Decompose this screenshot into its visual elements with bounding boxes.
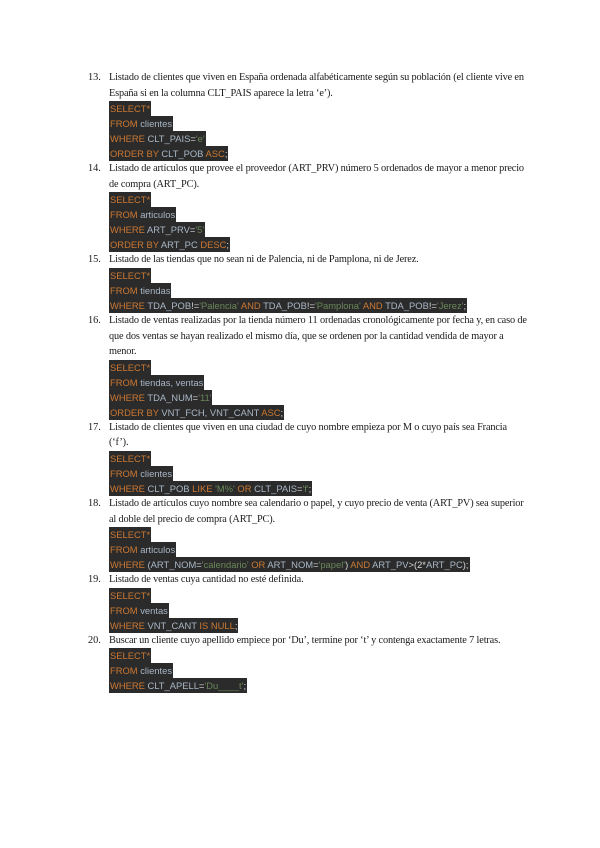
sql-operator: ); <box>462 559 469 571</box>
sql-keyword: FROM <box>110 544 141 556</box>
sql-keyword: WHERE <box>110 299 148 311</box>
sql-identifier: CLT_APELL <box>147 680 199 692</box>
sql-keyword: AND <box>238 299 264 311</box>
sql-identifier: ventas <box>140 604 168 616</box>
exercise-item <box>88 70 528 161</box>
sql-keyword: ORDER BY <box>110 239 161 251</box>
sql-keyword: AND <box>348 559 373 571</box>
sql-keyword: WHERE <box>110 559 148 571</box>
sql-operator: ; <box>308 482 312 494</box>
sql-code-line <box>109 375 204 390</box>
sql-code-line <box>109 678 247 693</box>
sql-code-line <box>109 466 173 481</box>
sql-keyword: SELECT* <box>110 103 151 115</box>
sql-string: 'M%' <box>215 482 235 494</box>
sql-identifier: ART_PC <box>425 559 463 571</box>
sql-string: 'Pamplona' <box>314 299 361 311</box>
sql-identifier: TDA_POB <box>385 299 429 311</box>
exercise-number: 17. <box>88 421 101 433</box>
sql-keyword: FROM <box>110 284 141 296</box>
sql-operator: ) <box>345 559 349 571</box>
sql-operator: = <box>189 224 196 236</box>
sql-code-block <box>109 101 528 161</box>
sql-code-line <box>109 222 205 237</box>
sql-keyword: WHERE <box>110 619 148 631</box>
sql-keyword: SELECT* <box>110 650 151 662</box>
sql-operator: = <box>192 391 199 403</box>
sql-keyword: FROM <box>110 118 141 130</box>
sql-code-block <box>109 268 528 313</box>
sql-keyword: OR <box>248 559 268 571</box>
sql-string: '5' <box>195 224 205 236</box>
sql-identifier: ART_PC <box>160 239 201 251</box>
sql-keyword: AND <box>360 299 386 311</box>
sql-keyword: FROM <box>110 665 141 677</box>
sql-operator: != <box>191 299 200 311</box>
sql-operator: ; <box>463 299 467 311</box>
sql-string: 'Palencia' <box>199 299 239 311</box>
sql-identifier: VNT_FCH, VNT_CANT <box>161 406 262 418</box>
sql-string: 'Du____t' <box>204 680 244 692</box>
exercise-number: 16. <box>88 314 101 326</box>
exercise-number: 19. <box>88 574 101 586</box>
sql-code-line <box>109 618 238 633</box>
sql-identifier: ART_PV <box>372 559 409 571</box>
exercise-item <box>88 313 528 420</box>
sql-keyword: OR <box>234 482 255 494</box>
sql-code-line <box>109 360 151 375</box>
sql-code-line <box>109 481 312 496</box>
sql-identifier: TDA_POB <box>263 299 307 311</box>
sql-keyword: WHERE <box>110 224 147 236</box>
sql-code-line <box>109 146 228 161</box>
sql-string: 'e' <box>195 133 205 145</box>
exercise-number: 13. <box>88 72 101 83</box>
sql-operator: ; <box>226 239 229 251</box>
sql-keyword: SELECT* <box>110 194 151 206</box>
sql-identifier: articulos <box>140 544 176 556</box>
sql-identifier: CLT_POB <box>147 482 193 494</box>
sql-keyword: FROM <box>110 376 141 388</box>
sql-identifier: tiendas <box>140 284 171 296</box>
sql-keyword: FROM <box>110 209 141 221</box>
sql-code-block <box>109 527 528 572</box>
exercise-description: Listado de clientes que viven en España ordenada alfabéticamente según su población (el cliente vive en España si en la columna CLT_PAIS aparece la letra ‘e’). <box>109 72 524 99</box>
exercise-description: Buscar un cliente cuyo apellido empiece por ‘Du’, termine por ‘t’ y contenga exactamente 7 letras. <box>109 634 501 646</box>
sql-identifier: clientes <box>140 118 173 130</box>
sql-code-line <box>109 557 470 572</box>
sql-code-block <box>109 360 528 420</box>
exercise-number: 15. <box>88 254 101 266</box>
sql-keyword: ORDER BY <box>110 148 162 160</box>
exercise-description: Listado de artículos que provee el proveedor (ART_PRV) número 5 ordenados de mayor a menor precio de compra (ART_PC). <box>109 163 524 190</box>
sql-string: 'calendario' <box>201 559 249 571</box>
sql-code-line <box>109 237 230 252</box>
sql-keyword: WHERE <box>110 133 148 145</box>
sql-keyword: ASC <box>205 148 225 160</box>
sql-keyword: WHERE <box>110 482 148 494</box>
sql-keyword: IS NULL <box>199 619 235 631</box>
sql-operator: ; <box>224 148 228 160</box>
sql-code-line <box>109 603 169 618</box>
sql-keyword: WHERE <box>110 680 148 692</box>
sql-operator: = <box>313 559 319 571</box>
sql-operator: != <box>306 299 315 311</box>
sql-operator: != <box>428 299 437 311</box>
exercise-description: Listado de las tiendas que no sean ni de Palencia, ni de Pamplona, ni de Jerez. <box>109 254 419 266</box>
sql-code-block <box>109 648 528 693</box>
sql-keyword: SELECT* <box>110 529 151 541</box>
exercise-item <box>88 496 528 572</box>
sql-code-line <box>109 663 173 678</box>
sql-operator: = <box>198 680 205 692</box>
sql-keyword: DESC <box>200 239 227 251</box>
sql-code-line <box>109 298 467 313</box>
exercise-item <box>88 252 528 313</box>
exercise-description: Listado de clientes que viven en una ciudad de cuyo nombre empieza por M o cuyo país sea Francia (‘f’). <box>109 421 507 449</box>
sql-code-block <box>109 451 528 496</box>
sql-identifier: TDA_POB <box>147 299 192 311</box>
sql-code-line <box>109 207 176 222</box>
sql-keyword: FROM <box>110 467 141 479</box>
sql-operator: = <box>190 133 196 145</box>
sql-identifier: CLT_PAIS <box>147 133 191 145</box>
sql-string: 'f' <box>302 482 309 494</box>
sql-code-line <box>109 542 176 557</box>
sql-keyword: FROM <box>110 604 141 616</box>
sql-code-line <box>109 131 206 146</box>
sql-code-line <box>109 588 151 603</box>
sql-code-block <box>109 192 528 252</box>
sql-code-line <box>109 283 171 298</box>
sql-identifier: clientes <box>140 665 173 677</box>
sql-keyword: ORDER BY <box>110 406 162 418</box>
sql-code-block <box>109 588 528 633</box>
sql-keyword: ASC <box>261 406 281 418</box>
exercise-item <box>88 161 528 252</box>
sql-identifier: VNT_CANT <box>147 619 200 631</box>
sql-identifier: TDA_NUM <box>147 391 193 403</box>
sql-identifier: articulos <box>140 209 176 221</box>
exercise-list <box>88 70 528 693</box>
exercise-description: Listado de artículos cuyo nombre sea calendario o papel, y cuyo precio de venta (ART_PV) sea superior al doble del precio de compra (ART_PC). <box>109 497 524 525</box>
sql-operator: ; <box>234 619 238 631</box>
exercise-item <box>88 633 528 694</box>
exercise-description: Listado de ventas realizadas por la tienda número 11 ordenadas cronológicamente por fecha y, en caso de que dos ventas se hayan realizado el mismo día, que se ordenen por la cantidad vendida de mayor a menor. <box>109 314 527 358</box>
exercise-number: 20. <box>88 634 101 646</box>
sql-keyword: SELECT* <box>110 589 151 601</box>
sql-string: 'Jerez' <box>436 299 464 311</box>
sql-keyword: LIKE <box>192 482 216 494</box>
exercise-number: 18. <box>88 497 101 509</box>
sql-code-line <box>109 405 284 420</box>
sql-keyword: SELECT* <box>110 452 151 464</box>
exercise-item <box>88 572 528 633</box>
exercise-description: Listado de ventas cuya cantidad no esté definida. <box>109 574 304 586</box>
sql-operator: ; <box>280 406 284 418</box>
sql-operator: ; <box>243 680 247 692</box>
sql-identifier: (ART_NOM <box>147 559 197 571</box>
sql-keyword: SELECT* <box>110 361 151 373</box>
sql-operator: >(2* <box>408 559 426 571</box>
sql-code-line <box>109 101 151 116</box>
sql-identifier: clientes <box>140 467 173 479</box>
sql-code-line <box>109 192 151 207</box>
sql-identifier: tiendas, ventas <box>140 376 204 388</box>
sql-identifier: CLT_POB <box>161 148 206 160</box>
sql-keyword: WHERE <box>110 391 148 403</box>
sql-string: '11' <box>198 391 212 403</box>
sql-keyword: SELECT* <box>110 269 151 281</box>
sql-operator: = <box>297 482 303 494</box>
sql-identifier: CLT_PAIS <box>254 482 297 494</box>
sql-code-line <box>109 116 173 131</box>
exercise-item <box>88 420 528 496</box>
sql-code-line <box>109 390 212 405</box>
sql-identifier: ART_NOM <box>267 559 314 571</box>
sql-code-line <box>109 451 151 466</box>
sql-operator: = <box>196 559 202 571</box>
exercise-number: 14. <box>88 163 101 175</box>
sql-identifier: ART_PRV <box>146 224 190 236</box>
sql-code-line <box>109 648 151 663</box>
sql-code-line <box>109 527 151 542</box>
sql-code-line <box>109 268 151 283</box>
sql-string: 'papel' <box>318 559 346 571</box>
